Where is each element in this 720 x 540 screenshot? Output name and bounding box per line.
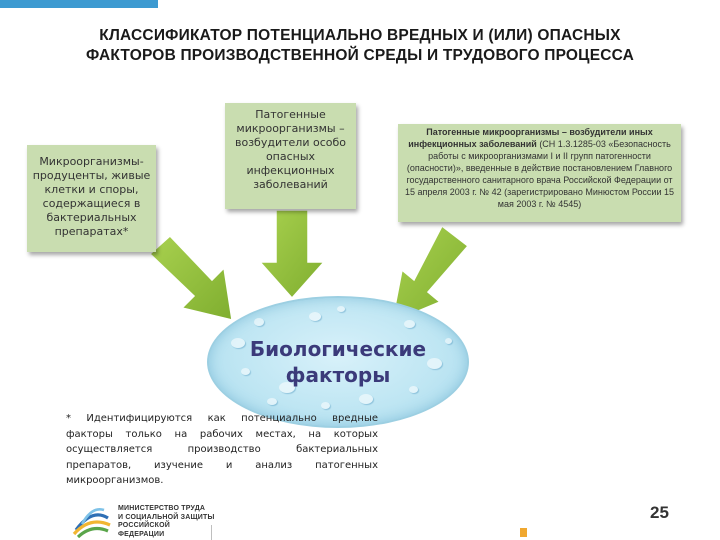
biological-factors-label [209, 336, 467, 388]
box-right-text: (СН 1.3.1285-03 «Безопасность работы с микроорганизмами I и II групп патогенности (опасности)», введенные в действие постановлением Главного государственного санитарного врача Российской Федерации от 15 апреля 2003 г. № 42 (зарегистрировано Минюстом России 15 мая 2003 г. № 4545) [404, 139, 674, 209]
biological-factors-ellipse [207, 296, 469, 428]
footnote: * Идентифицируются как потенциально вредные факторы только на рабочих местах, на которых осуществляется производство бактериальных препаратов, изучение и анализ патогенных микроорганизмов. [66, 413, 378, 486]
ministry-name [118, 505, 218, 539]
box-dangerous-pathogens: Патогенные микроорганизмы – возбудители особо опасных инфекционных заболеваний [225, 103, 356, 209]
title-line-1: КЛАССИФИКАТОР ПОТЕНЦИАЛЬНО ВРЕДНЫХ И (ИЛИ) ОПАСНЫХ [99, 27, 621, 44]
page-number: 25 [650, 503, 669, 522]
arrow-middle [260, 210, 324, 298]
arrow-left [150, 236, 232, 320]
center-line-2: факторы [285, 363, 391, 387]
center-line-1: Биологические [249, 337, 427, 361]
box-right-bold-text: Патогенные микроорганизмы – возбудители иных инфекционных заболеваний [408, 127, 653, 149]
box-producer-microorganisms: Микроорганизмы-продуценты, живые клетки и споры, содержащиеся в бактериальных препаратах* [27, 145, 156, 252]
footer-divider-left [211, 525, 212, 540]
ministry-line-2: И СОЦИАЛЬНОЙ ЗАЩИТЫ [118, 513, 215, 521]
footer-accent-square [520, 528, 527, 537]
box-other-pathogens [398, 124, 681, 222]
ministry-line-1: МИНИСТЕРСТВО ТРУДА [118, 505, 206, 512]
title-line-2: ФАКТОРОВ ПРОИЗВОДСТВЕННОЙ СРЕДЫ И ТРУДОВОГО ПРОЦЕССА [85, 47, 635, 64]
ministry-line-3: РОССИЙСКОЙ ФЕДЕРАЦИИ [118, 522, 170, 538]
ministry-logo-icon [72, 500, 112, 538]
